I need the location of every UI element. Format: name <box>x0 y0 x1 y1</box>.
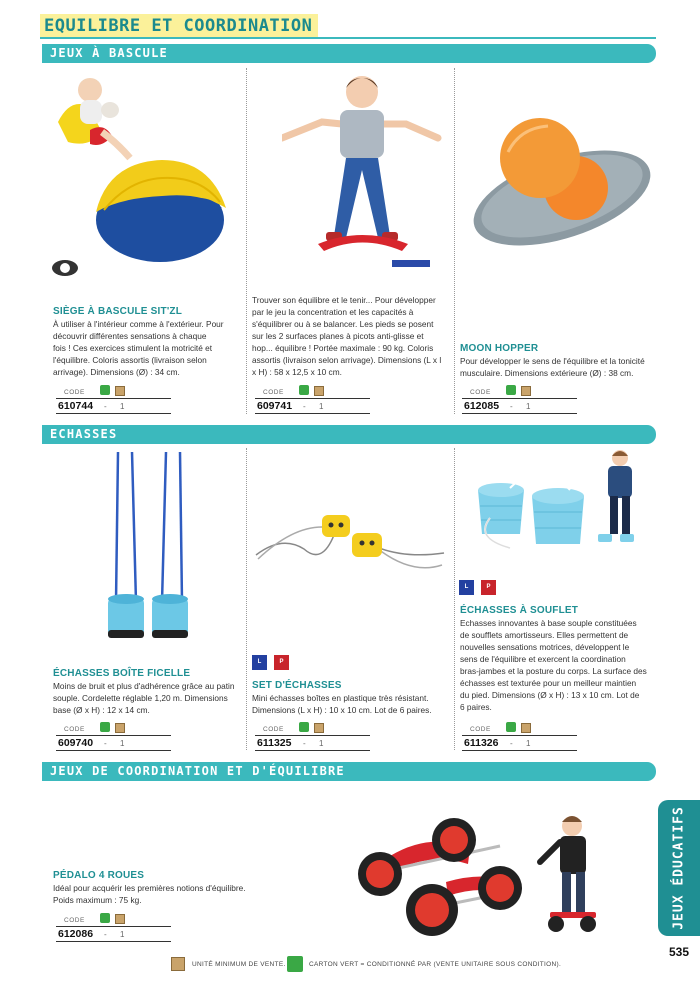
side-tab-label: JEUX ÉDUCATIFS <box>671 806 687 930</box>
product-card-sitzl: SIÈGE À BASCULE SIT'ZL À utiliser à l'intérieur comme à l'extérieur. Pour découvrir différentes sensations à chaque fois ! Ces exercices stimulent la motricité et l'équilibre. Coloris assortis (livraison selon arrivage). Dimensions (Ø) : 34 cm. <box>53 306 243 378</box>
unit-box-icon <box>521 386 531 396</box>
product-name: SIÈGE À BASCULE SIT'ZL <box>53 306 183 317</box>
product-card-balance-board: Trouver son équilibre et le tenir... Pour développer par le jeu la concentration et les capacités à s'équilibrer ou à se balancer. Les pieds se posent sur les 2 surfaces planes à picots anti-glisse et hop... équilibre ! Portée maximale : 90 kg. Coloris assortis (livraison selon arrivage). Dimensions (L x l x H) : 58 x 12,5 x 10 cm. <box>252 295 442 377</box>
code-block: CODE 612086 - 1 <box>56 913 171 941</box>
unit-box-icon <box>171 957 185 971</box>
product-qty: 1 <box>120 930 125 939</box>
unit-box-icon <box>521 723 531 733</box>
side-tab <box>658 800 700 936</box>
product-code: 611325 <box>257 737 292 749</box>
product-image-pedalo <box>350 812 600 942</box>
unit-box-icon <box>115 914 125 924</box>
page-number: 535 <box>668 945 690 959</box>
code-block: CODE 610744 - 1 <box>56 385 171 413</box>
unit-box-icon <box>115 386 125 396</box>
product-code: 611326 <box>464 737 499 749</box>
column-divider <box>454 448 455 750</box>
product-code: 612085 <box>464 400 500 412</box>
badge-p-icon: P <box>274 655 289 670</box>
product-qty: 1 <box>120 402 125 411</box>
page-title: EQUILIBRE ET COORDINATION <box>40 14 318 38</box>
code-block: CODE 611326 - 1 <box>462 722 577 750</box>
section-jeux-coordination: JEUX DE COORDINATION ET D'ÉQUILIBRE <box>42 762 656 781</box>
product-name: PÉDALO 4 ROUES <box>53 870 145 881</box>
product-code: 609741 <box>257 400 293 412</box>
title-underline <box>40 37 656 39</box>
unit-box-icon <box>115 723 125 733</box>
badge-l-icon: L <box>459 580 474 595</box>
product-qty: 1 <box>526 402 531 411</box>
badge-l-icon: L <box>252 655 267 670</box>
code-block: CODE 609740 - 1 <box>56 722 171 750</box>
product-image-balance-board <box>282 66 442 271</box>
column-divider <box>454 68 455 414</box>
carton-vert-icon <box>100 385 110 395</box>
product-name: SET D'ÉCHASSES <box>252 680 342 691</box>
carton-vert-icon <box>299 722 309 732</box>
product-name: MOON HOPPER <box>460 343 539 354</box>
unit-box-icon <box>314 723 324 733</box>
product-card-echasses-ficelle: ÉCHASSES BOÎTE FICELLE Moins de bruit et plus d'adhérence grâce au patin souple. Cordelette réglable 1,20 m. Dimensions base (Ø x H) : 12 x 14 cm. <box>53 668 243 716</box>
unit-box-icon <box>314 386 324 396</box>
carton-vert-icon <box>506 722 516 732</box>
product-qty: 1 <box>526 739 531 748</box>
carton-vert-icon <box>287 956 303 972</box>
legend-unit: UNITÉ MINIMUM DE VENTE. <box>192 961 286 968</box>
product-qty: 1 <box>319 402 324 411</box>
product-card-pedalo: PÉDALO 4 ROUES Idéal pour acquérir les premières notions d'équilibre. Poids maximum : 75 kg. <box>53 870 263 906</box>
product-code: 609740 <box>58 737 94 749</box>
code-block: CODE 612085 - 1 <box>462 385 577 413</box>
carton-vert-icon <box>506 385 516 395</box>
product-image-echasses-souflet <box>470 448 640 558</box>
legend-carton: CARTON VERT = CONDITIONNÉ PAR (VENTE UNITAIRE SOUS CONDITION). <box>309 961 562 968</box>
column-divider <box>246 68 247 414</box>
section-jeux-a-bascule: JEUX À BASCULE <box>42 44 656 63</box>
product-card-set-echasses: SET D'ÉCHASSES Mini échasses boîtes en plastique très résistant. Dimensions (L x H) : 10 x 10 cm. Lot de 6 paires. <box>252 680 450 716</box>
product-image-set-echasses <box>252 505 448 575</box>
column-divider <box>246 448 247 750</box>
product-image-echasses-ficelle <box>104 452 194 652</box>
product-image-sitzl <box>50 62 240 277</box>
product-qty: 1 <box>319 739 324 748</box>
product-name: ÉCHASSES À SOUFLET <box>460 605 579 616</box>
carton-vert-icon <box>299 385 309 395</box>
carton-vert-icon <box>100 913 110 923</box>
product-card-echasses-souflet: ÉCHASSES À SOUFLET Echasses innovantes à base souple constituées de soufflets amortisseurs. Elles permettent de nouvelles sensations motrices, développent le sens de l'équilibre et exercent la coordination bras-jambes et la posture du corps. La surface des échasses est texturée pour un meilleur maintien du pied. Dimensions (Ø x H) : 13 x 10 cm. Lot de 6 paires. <box>460 605 656 713</box>
product-code: 612086 <box>58 928 94 940</box>
badge-p-icon: P <box>481 580 496 595</box>
product-image-moon-hopper <box>470 116 655 256</box>
section-echasses: ECHASSES <box>42 425 656 444</box>
product-card-moon-hopper: MOON HOPPER Pour développer le sens de l'équilibre et la tonicité musculaire. Dimensions extérieure (Ø) : 38 cm. <box>460 343 656 379</box>
product-qty: 1 <box>120 739 125 748</box>
code-block: CODE 611325 - 1 <box>255 722 370 750</box>
code-block: CODE 609741 - 1 <box>255 385 370 413</box>
carton-vert-icon <box>100 722 110 732</box>
product-name: ÉCHASSES BOÎTE FICELLE <box>53 668 191 679</box>
product-code: 610744 <box>58 400 94 412</box>
